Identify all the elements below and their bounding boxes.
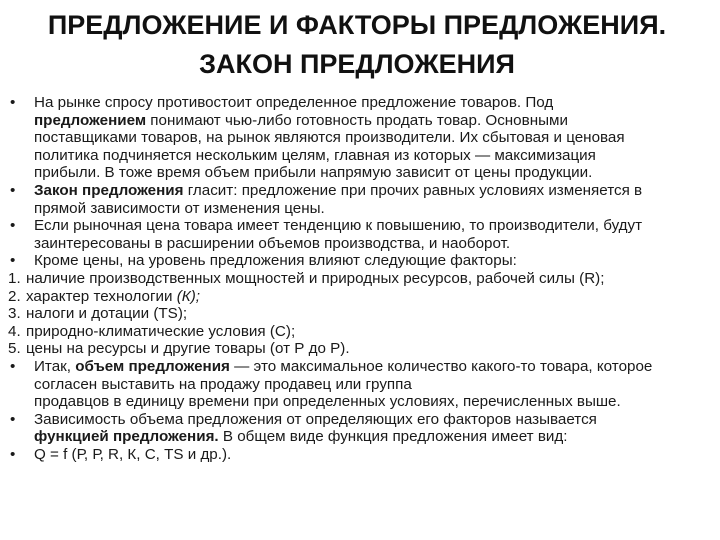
text-line: Зависимость объема предложения от определяющих его факторов называется xyxy=(34,410,597,428)
bullet-text xyxy=(34,446,706,464)
bullet-marker: • xyxy=(10,410,16,428)
factor-item-1 xyxy=(8,270,706,288)
bullet-item-supply-function xyxy=(8,411,706,446)
term-law-of-supply: Закон предложения xyxy=(34,181,184,199)
text-line: согласен выставить на продажу продавец или группа xyxy=(34,375,412,393)
bullet-text xyxy=(34,358,706,411)
factor-number: 2. xyxy=(8,287,21,305)
title-line-2: ЗАКОН ПРЕДЛОЖЕНИЯ xyxy=(199,49,515,79)
text-line: Кроме цены, на уровень предложения влияют следующие факторы: xyxy=(34,252,517,270)
factor-number: 3. xyxy=(8,305,21,323)
text-line: Итак, объем предложения — это максимальное количество какого-то товара, которое xyxy=(34,357,653,375)
text-line: Закон предложения гласит: предложение при прочих равных условиях изменяется в xyxy=(34,181,643,199)
bullet-text xyxy=(34,94,706,182)
factor-text: налоги и дотации (TS); xyxy=(26,305,188,323)
factor-item-3 xyxy=(8,305,706,323)
bullet-item-supply-definition xyxy=(8,94,706,182)
bullet-text xyxy=(34,411,706,446)
content-list xyxy=(8,94,706,463)
text-line: предложением понимают чью-либо готовность продать товар. Основными xyxy=(34,111,568,129)
bullet-marker: • xyxy=(10,445,16,463)
factor-text: природно-климатические условия (С); xyxy=(26,322,296,340)
text-line: Если рыночная цена товара имеет тенденцию к повышению, то производители, будут xyxy=(34,217,643,235)
bullet-marker: • xyxy=(10,252,16,270)
bullet-item-law-of-supply xyxy=(8,182,706,217)
factor-item-2 xyxy=(8,288,706,306)
term-supply-function: функцией предложения. xyxy=(34,428,219,446)
factor-item-5 xyxy=(8,340,706,358)
bullet-item-supply-volume xyxy=(8,358,706,411)
factor-text: цены на ресурсы и другие товары (от Р до Р). xyxy=(26,340,350,358)
bullet-text xyxy=(34,182,706,217)
text-line: прибыли. В тоже время объем прибыли напрямую зависит от цены продукции. xyxy=(34,164,593,182)
factor-symbol: (К); xyxy=(176,287,200,305)
bullet-item-price-trend xyxy=(8,217,706,252)
text-line: прямой зависимости от изменения цены. xyxy=(34,199,325,217)
bullet-marker: • xyxy=(10,357,16,375)
bullet-marker: • xyxy=(10,181,16,199)
text-line: функцией предложения. В общем виде функция предложения имеет вид: xyxy=(34,428,568,446)
text-line: На рынке спросу противостоит определенное предложение товаров. Под xyxy=(34,94,554,111)
factor-number: 1. xyxy=(8,269,21,287)
bullet-marker: • xyxy=(10,94,16,111)
factor-number: 5. xyxy=(8,340,21,358)
term-supply-volume: объем предложения xyxy=(75,357,230,375)
text-line: поставщиками товаров, на рынок являются производители. Их сбытовая и ценовая xyxy=(34,129,625,147)
bullet-marker: • xyxy=(10,217,16,235)
formula: Q = f (Р, Р, R, К, С, TS и др.). xyxy=(34,445,232,463)
factor-text: характер технологии (К); xyxy=(26,287,200,305)
text-line: политика подчиняется нескольким целям, главная из которых — максимизация xyxy=(34,146,596,164)
bullet-text xyxy=(34,217,706,252)
bullet-item-factors-intro xyxy=(8,252,706,270)
text-line: продавцов в единицу времени при определенных условиях, перечисленных выше. xyxy=(34,393,621,411)
bullet-text xyxy=(34,252,706,270)
factor-number: 4. xyxy=(8,322,21,340)
factor-item-4 xyxy=(8,323,706,341)
bullet-item-formula xyxy=(8,446,706,464)
factor-text: наличие производственных мощностей и природных ресурсов, рабочей силы (R); xyxy=(26,269,605,287)
title-line-1: ПРЕДЛОЖЕНИЕ И ФАКТОРЫ ПРЕДЛОЖЕНИЯ. xyxy=(47,10,667,40)
text-line: заинтересованы в расширении объемов производства, и наоборот. xyxy=(34,234,511,252)
page-title xyxy=(8,6,706,84)
term-predlozhenie: предложением xyxy=(34,111,147,129)
